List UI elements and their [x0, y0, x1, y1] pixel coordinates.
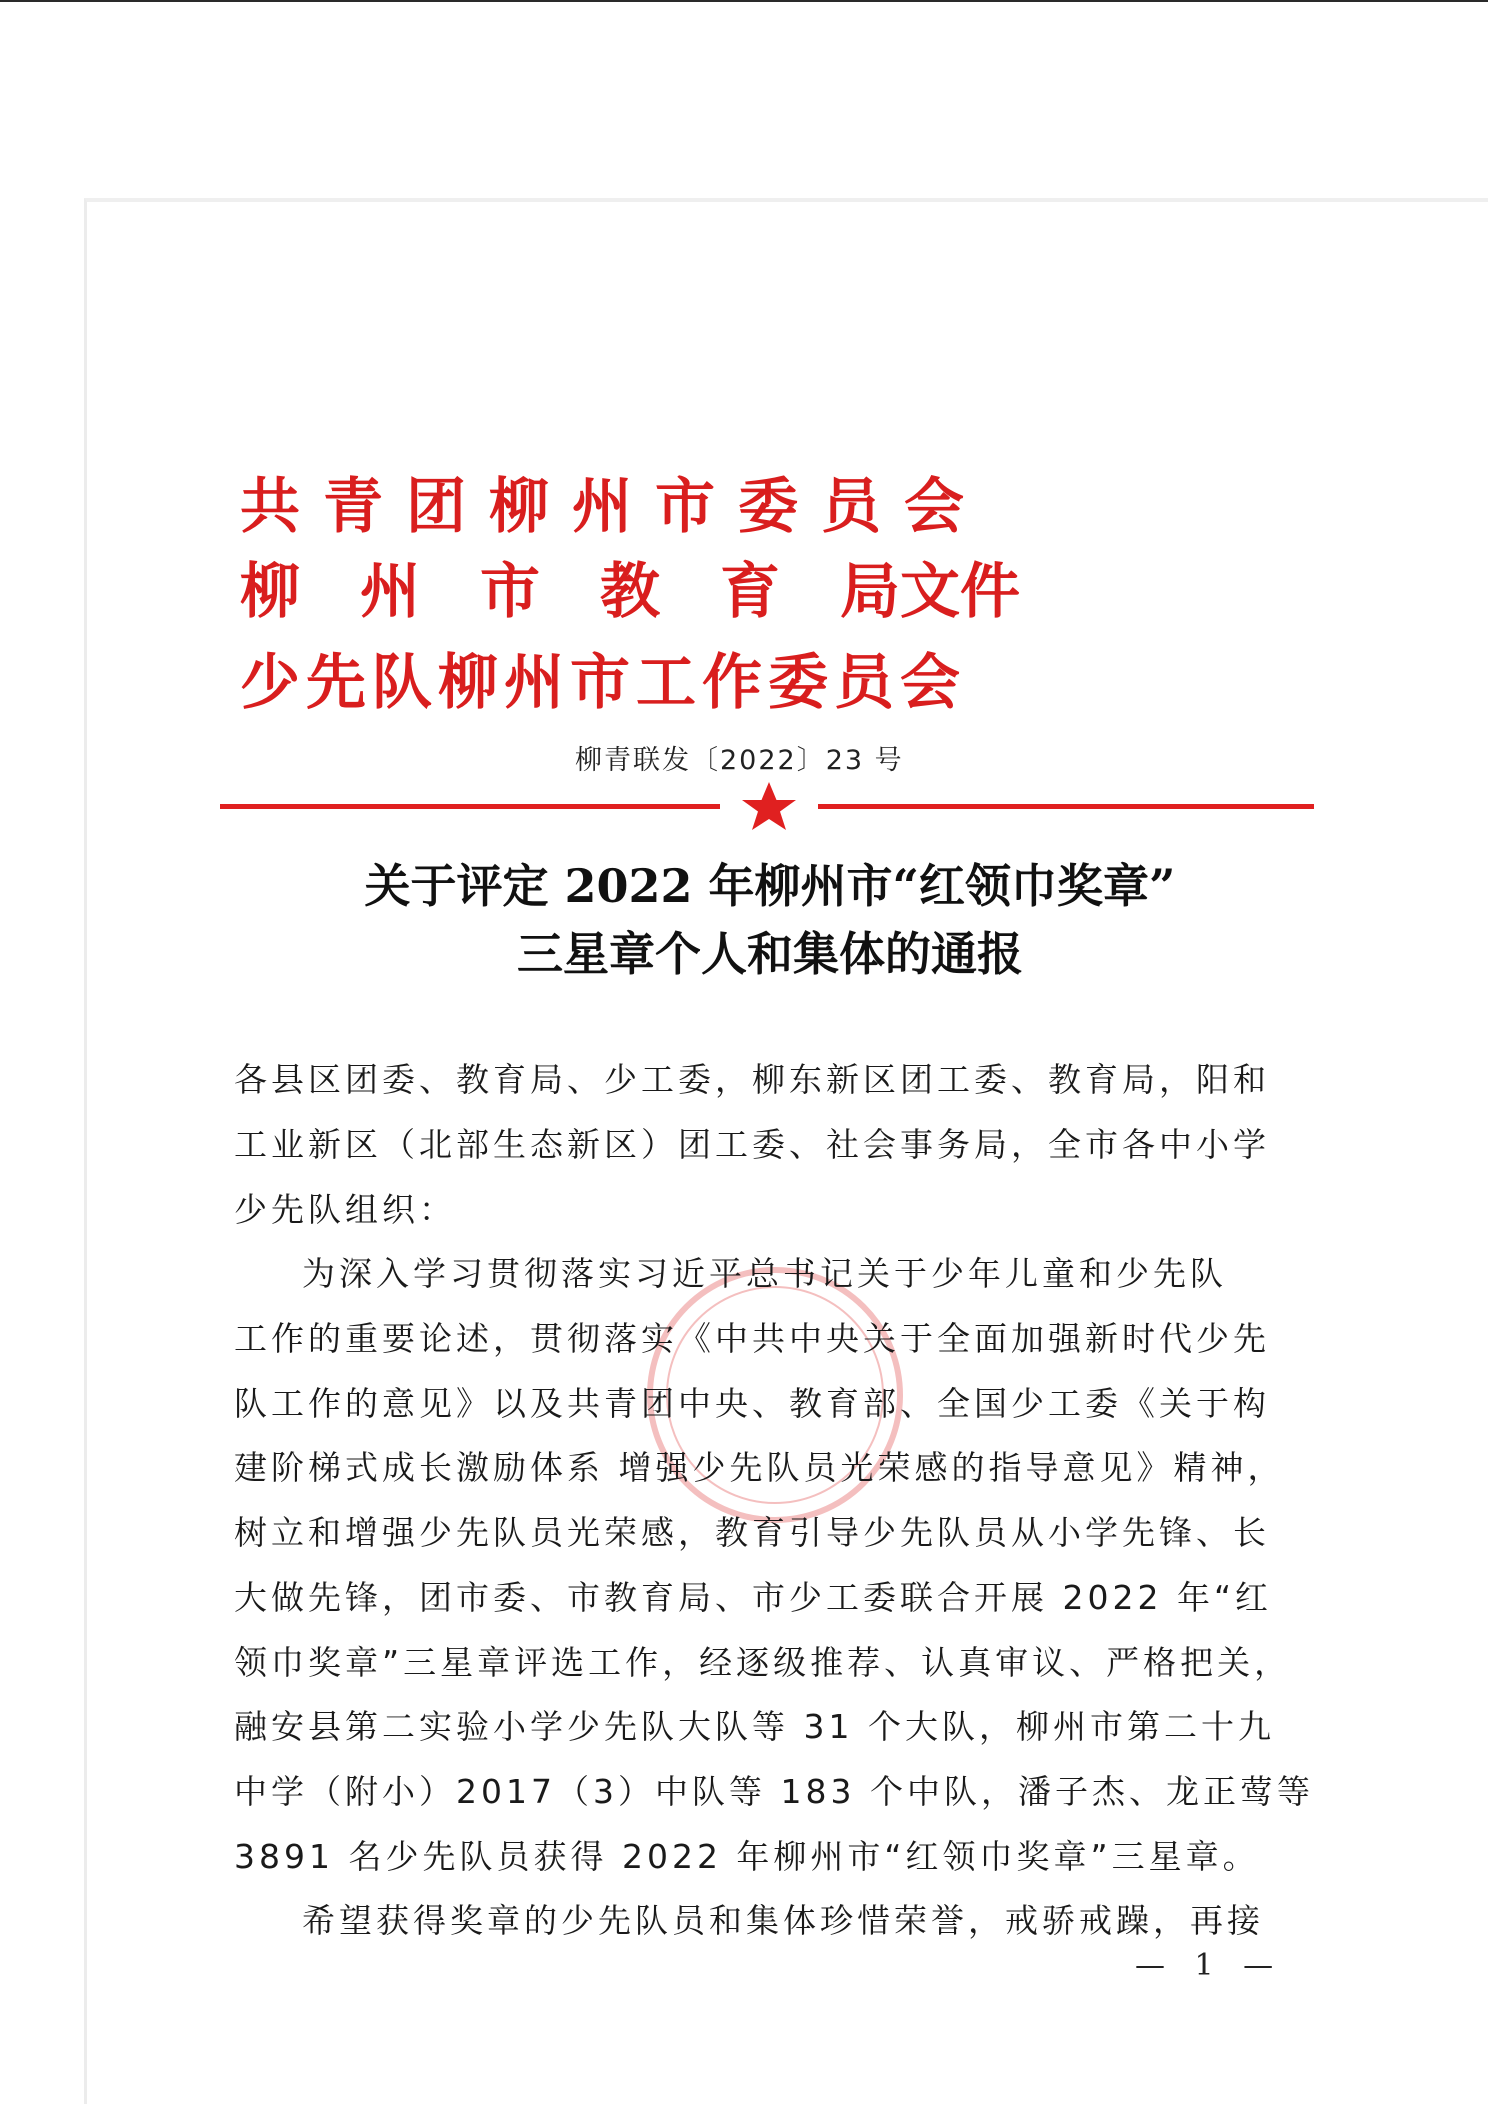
- body-line: 树立和增强少先队员光荣感，教育引导少先队员从小学先锋、长: [234, 1513, 1270, 1552]
- body-line: 各县区团委、教育局、少工委，柳东新区团工委、教育局，阳和: [234, 1060, 1270, 1099]
- header-line-3: 少先队柳州市工作委员会: [240, 648, 966, 718]
- body-line: 希望获得奖章的少先队员和集体珍惜荣誉，戒骄戒躁，再接: [302, 1901, 1264, 1940]
- red-rule-right: [818, 804, 1314, 809]
- header-line-1: 共青团柳州市委员会: [240, 472, 987, 542]
- document-number: 柳青联发〔2022〕23 号: [575, 745, 904, 776]
- page-number: — 1 —: [1135, 1948, 1284, 1983]
- body-line: 工业新区（北部生态新区）团工委、社会事务局，全市各中小学: [234, 1125, 1270, 1164]
- body-line: 队工作的意见》以及共青团中央、教育部、全国少工委《关于构: [234, 1384, 1270, 1423]
- red-rule-left: [220, 804, 720, 809]
- title-line-2: 三星章个人和集体的通报: [517, 927, 1023, 981]
- body-line: 3891 名少先队员获得 2022 年柳州市“红领巾奖章”三星章。: [234, 1837, 1260, 1876]
- body-line: 领巾奖章”三星章评选工作，经逐级推荐、认真审议、严格把关，: [234, 1643, 1292, 1682]
- top-border: [0, 0, 1488, 2]
- body-line: 少先队组织：: [234, 1190, 456, 1229]
- title-line-1: 关于评定 2022 年柳州市“红领巾奖章”: [364, 859, 1176, 913]
- body-line: 为深入学习贯彻落实习近平总书记关于少年儿童和少先队: [302, 1254, 1227, 1293]
- body-line: 大做先锋，团市委、市教育局、市少工委联合开展 2022 年“红: [234, 1578, 1273, 1617]
- star-icon: [737, 782, 801, 834]
- body-line: 融安县第二实验小学少先队大队等 31 个大队，柳州市第二十九: [234, 1707, 1275, 1746]
- body-line: 中学（附小）2017（3）中队等 183 个中队，潘子杰、龙正莺等: [234, 1772, 1314, 1811]
- body-line: 工作的重要论述，贯彻落实《中共中央关于全面加强新时代少先: [234, 1319, 1270, 1358]
- header-line-2: 柳 州 市 教 育 局文件: [240, 557, 1020, 627]
- body-line: 建阶梯式成长激励体系 增强少先队员光荣感的指导意见》精神，: [234, 1448, 1285, 1487]
